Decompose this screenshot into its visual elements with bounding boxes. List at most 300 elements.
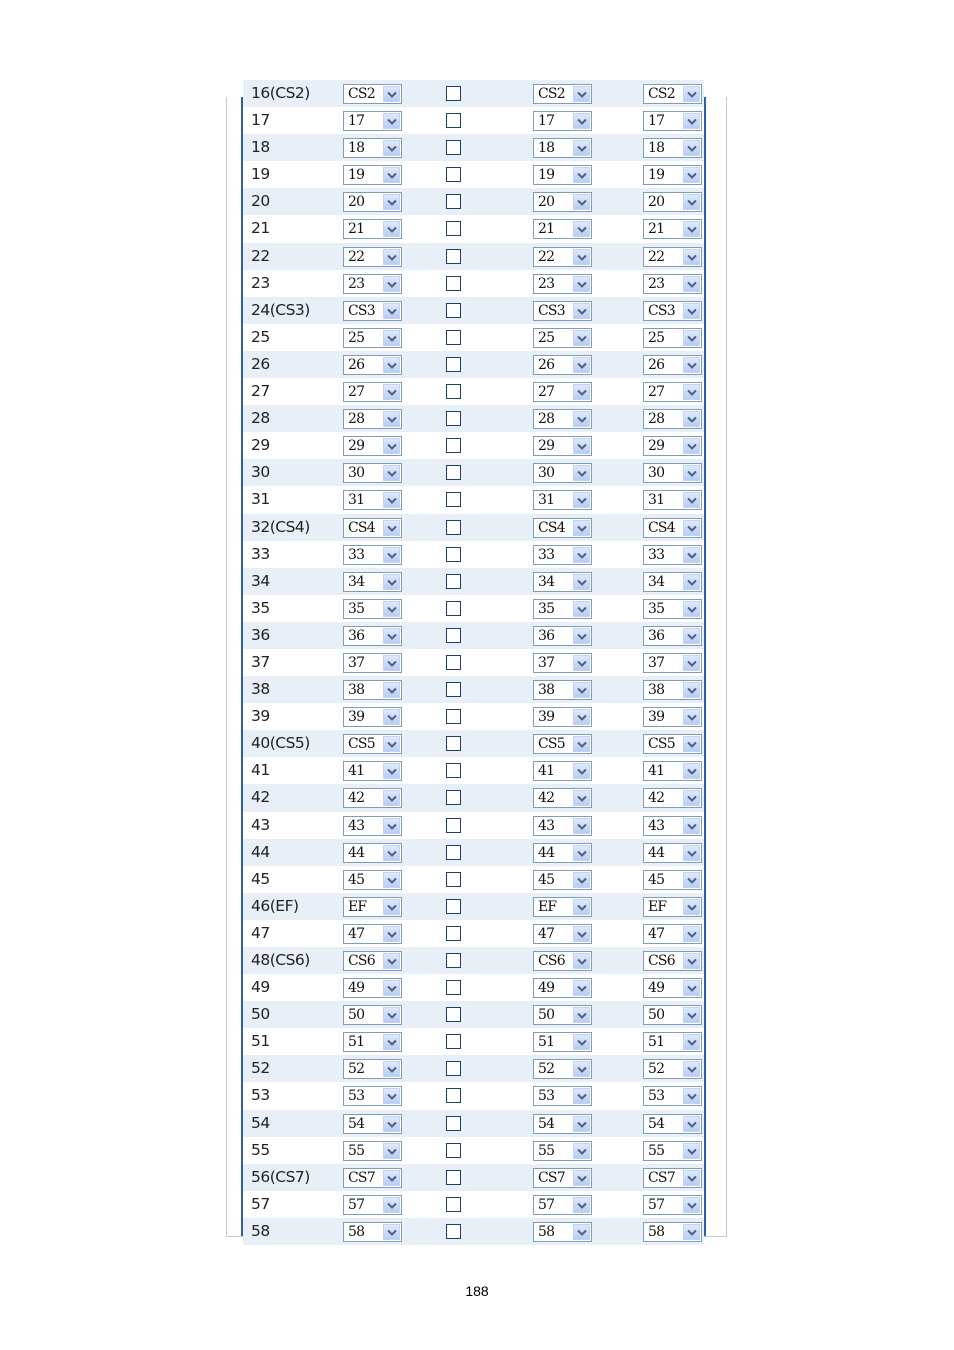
dropdown-button[interactable] <box>573 411 590 427</box>
dropdown-button[interactable] <box>573 1007 590 1023</box>
dropdown-button[interactable] <box>573 221 590 237</box>
dropdown-button[interactable] <box>683 438 700 454</box>
egress-select[interactable] <box>643 409 702 429</box>
egress-select[interactable] <box>643 897 702 917</box>
egress-select[interactable] <box>643 247 702 267</box>
dropdown-button[interactable] <box>683 167 700 183</box>
dropdown-button[interactable] <box>683 1007 700 1023</box>
egress-select[interactable] <box>643 84 702 104</box>
remark-checkbox[interactable] <box>446 709 461 724</box>
dropdown-button[interactable] <box>383 1088 400 1104</box>
remark-select[interactable] <box>533 572 592 592</box>
dropdown-button[interactable] <box>683 1061 700 1077</box>
remark-checkbox[interactable] <box>446 357 461 372</box>
egress-select[interactable] <box>643 788 702 808</box>
dropdown-button[interactable] <box>683 601 700 617</box>
dropdown-button[interactable] <box>573 953 590 969</box>
dropdown-button[interactable] <box>573 709 590 725</box>
classify-select[interactable] <box>343 572 402 592</box>
dropdown-button[interactable] <box>383 384 400 400</box>
dropdown-button[interactable] <box>573 1061 590 1077</box>
dropdown-button[interactable] <box>383 140 400 156</box>
dropdown-button[interactable] <box>683 113 700 129</box>
classify-select[interactable] <box>343 436 402 456</box>
dropdown-button[interactable] <box>573 926 590 942</box>
dropdown-button[interactable] <box>683 980 700 996</box>
classify-select[interactable] <box>343 653 402 673</box>
remark-checkbox[interactable] <box>446 1034 461 1049</box>
dropdown-button[interactable] <box>573 628 590 644</box>
dropdown-button[interactable] <box>683 953 700 969</box>
dropdown-button[interactable] <box>383 574 400 590</box>
remark-checkbox[interactable] <box>446 1116 461 1131</box>
dropdown-button[interactable] <box>683 86 700 102</box>
classify-select[interactable] <box>343 382 402 402</box>
dropdown-button[interactable] <box>683 628 700 644</box>
remark-checkbox[interactable] <box>446 926 461 941</box>
remark-checkbox[interactable] <box>446 411 461 426</box>
classify-select[interactable] <box>343 138 402 158</box>
remark-select[interactable] <box>533 355 592 375</box>
dropdown-button[interactable] <box>683 709 700 725</box>
remark-checkbox[interactable] <box>446 86 461 101</box>
remark-select[interactable] <box>533 1114 592 1134</box>
dropdown-button[interactable] <box>573 492 590 508</box>
dropdown-button[interactable] <box>383 628 400 644</box>
remark-select[interactable] <box>533 192 592 212</box>
classify-select[interactable] <box>343 165 402 185</box>
dropdown-button[interactable] <box>683 872 700 888</box>
dropdown-button[interactable] <box>573 763 590 779</box>
remark-checkbox[interactable] <box>446 492 461 507</box>
egress-select[interactable] <box>643 924 702 944</box>
remark-select[interactable] <box>533 1222 592 1242</box>
classify-select[interactable] <box>343 1195 402 1215</box>
egress-select[interactable] <box>643 1195 702 1215</box>
egress-select[interactable] <box>643 1222 702 1242</box>
dropdown-button[interactable] <box>383 330 400 346</box>
classify-select[interactable] <box>343 951 402 971</box>
remark-select[interactable] <box>533 328 592 348</box>
classify-select[interactable] <box>343 1141 402 1161</box>
dropdown-button[interactable] <box>683 1116 700 1132</box>
dropdown-button[interactable] <box>683 249 700 265</box>
dropdown-button[interactable] <box>683 1197 700 1213</box>
remark-select[interactable] <box>533 951 592 971</box>
remark-checkbox[interactable] <box>446 872 461 887</box>
remark-select[interactable] <box>533 1168 592 1188</box>
classify-select[interactable] <box>343 734 402 754</box>
dropdown-button[interactable] <box>683 221 700 237</box>
egress-select[interactable] <box>643 1141 702 1161</box>
classify-select[interactable] <box>343 463 402 483</box>
dropdown-button[interactable] <box>383 1143 400 1159</box>
dropdown-button[interactable] <box>383 655 400 671</box>
dropdown-button[interactable] <box>573 1034 590 1050</box>
remark-select[interactable] <box>533 1141 592 1161</box>
dropdown-button[interactable] <box>383 1116 400 1132</box>
dropdown-button[interactable] <box>683 194 700 210</box>
dropdown-button[interactable] <box>683 1088 700 1104</box>
classify-select[interactable] <box>343 843 402 863</box>
dropdown-button[interactable] <box>383 411 400 427</box>
remark-checkbox[interactable] <box>446 520 461 535</box>
dropdown-button[interactable] <box>573 357 590 373</box>
dropdown-button[interactable] <box>573 845 590 861</box>
remark-checkbox[interactable] <box>446 140 461 155</box>
dropdown-button[interactable] <box>683 574 700 590</box>
remark-select[interactable] <box>533 247 592 267</box>
dropdown-button[interactable] <box>383 845 400 861</box>
remark-select[interactable] <box>533 653 592 673</box>
classify-select[interactable] <box>343 978 402 998</box>
classify-select[interactable] <box>343 328 402 348</box>
egress-select[interactable] <box>643 707 702 727</box>
dropdown-button[interactable] <box>383 438 400 454</box>
remark-checkbox[interactable] <box>446 167 461 182</box>
dropdown-button[interactable] <box>573 1143 590 1159</box>
dropdown-button[interactable] <box>383 221 400 237</box>
classify-select[interactable] <box>343 518 402 538</box>
dropdown-button[interactable] <box>573 547 590 563</box>
dropdown-button[interactable] <box>683 1143 700 1159</box>
dropdown-button[interactable] <box>383 547 400 563</box>
classify-select[interactable] <box>343 870 402 890</box>
remark-select[interactable] <box>533 897 592 917</box>
dropdown-button[interactable] <box>573 818 590 834</box>
remark-checkbox[interactable] <box>446 249 461 264</box>
dropdown-button[interactable] <box>573 574 590 590</box>
dropdown-button[interactable] <box>573 790 590 806</box>
dropdown-button[interactable] <box>573 520 590 536</box>
egress-select[interactable] <box>643 761 702 781</box>
dropdown-button[interactable] <box>573 980 590 996</box>
classify-select[interactable] <box>343 1222 402 1242</box>
egress-select[interactable] <box>643 436 702 456</box>
remark-checkbox[interactable] <box>446 194 461 209</box>
dropdown-button[interactable] <box>383 303 400 319</box>
dropdown-button[interactable] <box>383 980 400 996</box>
classify-select[interactable] <box>343 924 402 944</box>
remark-select[interactable] <box>533 680 592 700</box>
dropdown-button[interactable] <box>683 303 700 319</box>
dropdown-button[interactable] <box>683 818 700 834</box>
remark-select[interactable] <box>533 978 592 998</box>
remark-select[interactable] <box>533 301 592 321</box>
dropdown-button[interactable] <box>573 1197 590 1213</box>
egress-select[interactable] <box>643 1114 702 1134</box>
dropdown-button[interactable] <box>683 411 700 427</box>
dropdown-button[interactable] <box>383 465 400 481</box>
remark-select[interactable] <box>533 626 592 646</box>
remark-select[interactable] <box>533 382 592 402</box>
dropdown-button[interactable] <box>573 736 590 752</box>
dropdown-button[interactable] <box>573 1088 590 1104</box>
dropdown-button[interactable] <box>383 113 400 129</box>
dropdown-button[interactable] <box>683 384 700 400</box>
dropdown-button[interactable] <box>383 86 400 102</box>
dropdown-button[interactable] <box>573 438 590 454</box>
egress-select[interactable] <box>643 1168 702 1188</box>
dropdown-button[interactable] <box>573 1116 590 1132</box>
remark-select[interactable] <box>533 1195 592 1215</box>
classify-select[interactable] <box>343 247 402 267</box>
classify-select[interactable] <box>343 192 402 212</box>
egress-select[interactable] <box>643 680 702 700</box>
remark-checkbox[interactable] <box>446 628 461 643</box>
dropdown-button[interactable] <box>573 303 590 319</box>
remark-select[interactable] <box>533 843 592 863</box>
dropdown-button[interactable] <box>383 709 400 725</box>
egress-select[interactable] <box>643 951 702 971</box>
remark-select[interactable] <box>533 924 592 944</box>
dropdown-button[interactable] <box>383 953 400 969</box>
dropdown-button[interactable] <box>573 601 590 617</box>
remark-select[interactable] <box>533 518 592 538</box>
dropdown-button[interactable] <box>383 492 400 508</box>
dropdown-button[interactable] <box>383 276 400 292</box>
dropdown-button[interactable] <box>383 926 400 942</box>
remark-checkbox[interactable] <box>446 303 461 318</box>
egress-select[interactable] <box>643 1005 702 1025</box>
remark-checkbox[interactable] <box>446 899 461 914</box>
remark-select[interactable] <box>533 1032 592 1052</box>
classify-select[interactable] <box>343 707 402 727</box>
dropdown-button[interactable] <box>683 465 700 481</box>
remark-select[interactable] <box>533 870 592 890</box>
remark-select[interactable] <box>533 545 592 565</box>
classify-select[interactable] <box>343 897 402 917</box>
classify-select[interactable] <box>343 219 402 239</box>
dropdown-button[interactable] <box>683 492 700 508</box>
dropdown-button[interactable] <box>383 736 400 752</box>
dropdown-button[interactable] <box>573 465 590 481</box>
dropdown-button[interactable] <box>383 357 400 373</box>
dropdown-button[interactable] <box>573 276 590 292</box>
dropdown-button[interactable] <box>383 790 400 806</box>
remark-select[interactable] <box>533 707 592 727</box>
remark-select[interactable] <box>533 409 592 429</box>
classify-select[interactable] <box>343 816 402 836</box>
classify-select[interactable] <box>343 599 402 619</box>
remark-checkbox[interactable] <box>446 221 461 236</box>
classify-select[interactable] <box>343 111 402 131</box>
dropdown-button[interactable] <box>573 249 590 265</box>
dropdown-button[interactable] <box>383 194 400 210</box>
classify-select[interactable] <box>343 490 402 510</box>
dropdown-button[interactable] <box>683 547 700 563</box>
dropdown-button[interactable] <box>683 899 700 915</box>
egress-select[interactable] <box>643 192 702 212</box>
egress-select[interactable] <box>643 626 702 646</box>
remark-select[interactable] <box>533 734 592 754</box>
remark-checkbox[interactable] <box>446 547 461 562</box>
egress-select[interactable] <box>643 219 702 239</box>
remark-checkbox[interactable] <box>446 330 461 345</box>
dropdown-button[interactable] <box>383 872 400 888</box>
remark-select[interactable] <box>533 1086 592 1106</box>
dropdown-button[interactable] <box>683 736 700 752</box>
remark-checkbox[interactable] <box>446 790 461 805</box>
classify-select[interactable] <box>343 1086 402 1106</box>
remark-checkbox[interactable] <box>446 1143 461 1158</box>
classify-select[interactable] <box>343 1168 402 1188</box>
remark-checkbox[interactable] <box>446 601 461 616</box>
remark-select[interactable] <box>533 436 592 456</box>
dropdown-button[interactable] <box>573 872 590 888</box>
classify-select[interactable] <box>343 761 402 781</box>
egress-select[interactable] <box>643 545 702 565</box>
dropdown-button[interactable] <box>573 1170 590 1186</box>
dropdown-button[interactable] <box>383 899 400 915</box>
egress-select[interactable] <box>643 328 702 348</box>
dropdown-button[interactable] <box>573 655 590 671</box>
dropdown-button[interactable] <box>683 790 700 806</box>
remark-checkbox[interactable] <box>446 1197 461 1212</box>
egress-select[interactable] <box>643 572 702 592</box>
dropdown-button[interactable] <box>573 86 590 102</box>
remark-checkbox[interactable] <box>446 682 461 697</box>
dropdown-button[interactable] <box>683 763 700 779</box>
dropdown-button[interactable] <box>383 1061 400 1077</box>
egress-select[interactable] <box>643 653 702 673</box>
dropdown-button[interactable] <box>573 384 590 400</box>
dropdown-button[interactable] <box>683 926 700 942</box>
dropdown-button[interactable] <box>573 167 590 183</box>
remark-checkbox[interactable] <box>446 980 461 995</box>
dropdown-button[interactable] <box>383 1007 400 1023</box>
remark-checkbox[interactable] <box>446 1061 461 1076</box>
dropdown-button[interactable] <box>383 1034 400 1050</box>
remark-select[interactable] <box>533 599 592 619</box>
remark-checkbox[interactable] <box>446 384 461 399</box>
egress-select[interactable] <box>643 165 702 185</box>
remark-select[interactable] <box>533 274 592 294</box>
remark-checkbox[interactable] <box>446 1170 461 1185</box>
classify-select[interactable] <box>343 355 402 375</box>
egress-select[interactable] <box>643 490 702 510</box>
remark-select[interactable] <box>533 816 592 836</box>
remark-select[interactable] <box>533 761 592 781</box>
remark-checkbox[interactable] <box>446 1007 461 1022</box>
dropdown-button[interactable] <box>573 330 590 346</box>
dropdown-button[interactable] <box>383 1224 400 1240</box>
egress-select[interactable] <box>643 1059 702 1079</box>
dropdown-button[interactable] <box>683 330 700 346</box>
remark-select[interactable] <box>533 84 592 104</box>
remark-select[interactable] <box>533 463 592 483</box>
remark-checkbox[interactable] <box>446 1088 461 1103</box>
remark-checkbox[interactable] <box>446 574 461 589</box>
dropdown-button[interactable] <box>573 1224 590 1240</box>
egress-select[interactable] <box>643 843 702 863</box>
egress-select[interactable] <box>643 599 702 619</box>
remark-checkbox[interactable] <box>446 845 461 860</box>
dropdown-button[interactable] <box>383 1170 400 1186</box>
dropdown-button[interactable] <box>683 1170 700 1186</box>
dropdown-button[interactable] <box>683 1224 700 1240</box>
dropdown-button[interactable] <box>573 113 590 129</box>
dropdown-button[interactable] <box>683 520 700 536</box>
dropdown-button[interactable] <box>573 682 590 698</box>
dropdown-button[interactable] <box>683 357 700 373</box>
remark-select[interactable] <box>533 111 592 131</box>
remark-select[interactable] <box>533 1059 592 1079</box>
remark-select[interactable] <box>533 1005 592 1025</box>
dropdown-button[interactable] <box>383 763 400 779</box>
dropdown-button[interactable] <box>573 899 590 915</box>
egress-select[interactable] <box>643 301 702 321</box>
remark-checkbox[interactable] <box>446 276 461 291</box>
dropdown-button[interactable] <box>573 194 590 210</box>
dropdown-button[interactable] <box>383 249 400 265</box>
egress-select[interactable] <box>643 870 702 890</box>
classify-select[interactable] <box>343 626 402 646</box>
classify-select[interactable] <box>343 1032 402 1052</box>
dropdown-button[interactable] <box>383 682 400 698</box>
egress-select[interactable] <box>643 463 702 483</box>
dropdown-button[interactable] <box>683 140 700 156</box>
egress-select[interactable] <box>643 734 702 754</box>
remark-checkbox[interactable] <box>446 1224 461 1239</box>
dropdown-button[interactable] <box>573 140 590 156</box>
remark-checkbox[interactable] <box>446 953 461 968</box>
classify-select[interactable] <box>343 1114 402 1134</box>
classify-select[interactable] <box>343 84 402 104</box>
remark-checkbox[interactable] <box>446 736 461 751</box>
egress-select[interactable] <box>643 111 702 131</box>
remark-select[interactable] <box>533 165 592 185</box>
dropdown-button[interactable] <box>383 520 400 536</box>
classify-select[interactable] <box>343 680 402 700</box>
remark-checkbox[interactable] <box>446 818 461 833</box>
egress-select[interactable] <box>643 978 702 998</box>
classify-select[interactable] <box>343 788 402 808</box>
egress-select[interactable] <box>643 1032 702 1052</box>
dropdown-button[interactable] <box>383 818 400 834</box>
dropdown-button[interactable] <box>383 167 400 183</box>
remark-select[interactable] <box>533 788 592 808</box>
classify-select[interactable] <box>343 274 402 294</box>
egress-select[interactable] <box>643 382 702 402</box>
classify-select[interactable] <box>343 409 402 429</box>
egress-select[interactable] <box>643 274 702 294</box>
classify-select[interactable] <box>343 545 402 565</box>
egress-select[interactable] <box>643 355 702 375</box>
remark-checkbox[interactable] <box>446 655 461 670</box>
remark-select[interactable] <box>533 490 592 510</box>
dropdown-button[interactable] <box>683 276 700 292</box>
egress-select[interactable] <box>643 1086 702 1106</box>
remark-checkbox[interactable] <box>446 763 461 778</box>
remark-select[interactable] <box>533 219 592 239</box>
dropdown-button[interactable] <box>383 1197 400 1213</box>
egress-select[interactable] <box>643 138 702 158</box>
remark-checkbox[interactable] <box>446 113 461 128</box>
egress-select[interactable] <box>643 518 702 538</box>
dropdown-button[interactable] <box>383 601 400 617</box>
dropdown-button[interactable] <box>683 682 700 698</box>
egress-select[interactable] <box>643 816 702 836</box>
classify-select[interactable] <box>343 301 402 321</box>
remark-checkbox[interactable] <box>446 438 461 453</box>
dropdown-button[interactable] <box>683 1034 700 1050</box>
remark-checkbox[interactable] <box>446 465 461 480</box>
classify-select[interactable] <box>343 1005 402 1025</box>
remark-select[interactable] <box>533 138 592 158</box>
classify-select[interactable] <box>343 1059 402 1079</box>
dropdown-button[interactable] <box>683 845 700 861</box>
